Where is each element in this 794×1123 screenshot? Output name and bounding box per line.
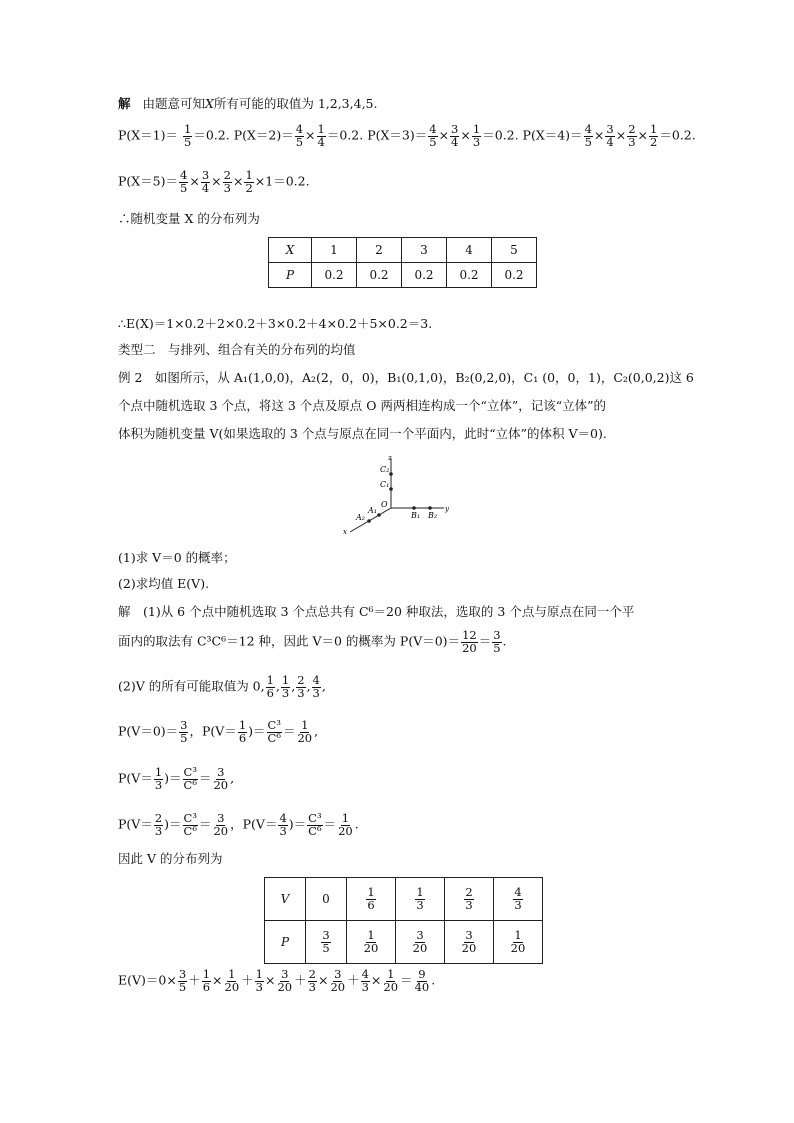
question-1: (1)求 V＝0 的概率； <box>118 550 236 565</box>
fraction: $\frac{12}{20}$ <box>462 628 477 655</box>
solution2-pv0: P(V＝0)＝ $\frac{3}{5}$ ，P(V＝ $\frac{1}{6}$ )＝ $\frac{\text{C³}}{\text{C⁶}}$ ＝ $\frac{1}{20}$ , <box>118 718 319 745</box>
point-c2 <box>389 472 393 476</box>
point-b1 <box>412 506 416 510</box>
fraction: $\frac{3}{20}$ <box>213 811 229 838</box>
fraction: $\frac{3}{4}$ <box>451 122 459 149</box>
label-y: y <box>445 505 449 513</box>
fraction: $\frac{3}{4}$ <box>606 122 614 149</box>
table-row: X 1 2 3 4 5 <box>269 238 537 263</box>
fraction: $\frac{1}{3}$ <box>281 673 290 700</box>
example-line-2: 个点中随机选取 3 个点，将这 3 个点及原点 O 两两相连构成一个“立体”，记该“立体”的 <box>118 398 607 413</box>
fraction: $\frac{2}{3}$ <box>628 122 636 149</box>
label-c2: C₂ <box>380 465 390 474</box>
question-2: (2)求均值 E(V). <box>118 576 210 591</box>
label-x: x <box>343 528 347 536</box>
label-z: z <box>388 454 392 462</box>
fraction: $\frac{1}{2}$ <box>245 168 253 195</box>
solution2-pv23: P(V＝ $\frac{2}{3}$ )＝ $\frac{\text{C³}}{\text{C⁶}}$ ＝ $\frac{3}{20}$ ，P(V＝ $\frac{4}{3}$ )＝ $\frac{\text{C³}}{\text{C⁶}}$ ＝ $\frac{1}{20}$ . <box>118 811 359 838</box>
fraction: $\frac{4}{3}$ <box>312 673 320 700</box>
fraction: $\frac{1}{3}$ <box>472 122 481 149</box>
fraction: $\frac{4}{5}$ <box>295 122 304 149</box>
fraction: $\frac{3}{20}$ <box>213 765 229 792</box>
expectation-v: E(V)＝0× $\frac{3}{5}$ ＋ $\frac{1}{6}$ × $\frac{1}{20}$ ＋ $\frac{1}{3}$ × $\frac{3}{20}$ ＋ $\frac{2}{3}$ × $\frac{3}{20}$ ＋ $\frac{4}{3}$ × $\frac{1}{20}$ ＝ $\frac{9}{40}$ . <box>118 967 436 994</box>
example-line-1: 例 2 如图所示，从 A₁(1,0,0)，A₂(2，0，0)，B₁(0,1,0)，B₂(0,2,0)，C₁ (0，0，1)，C₂(0,0,2)这 6 <box>118 370 694 385</box>
fraction: $\frac{2}{3}$ <box>223 168 231 195</box>
fraction: $\frac{3}{5}$ <box>180 718 188 745</box>
probability-line-2: P(X＝5)＝ $\frac{4}{5}$ × $\frac{3}{4}$ × $\frac{2}{3}$ × $\frac{1}{2}$ ×1＝0.2. <box>118 168 310 195</box>
fraction: $\frac{1}{6}$ <box>266 673 274 700</box>
fraction: $\frac{1}{6}$ <box>367 884 375 912</box>
point-c1 <box>389 487 393 491</box>
fraction: $\frac{2}{3}$ <box>465 884 473 912</box>
solution-intro: 解 由题意可知X所有可能的取值为 1,2,3,4,5. <box>118 96 378 111</box>
fraction: $\frac{3}{5}$ <box>178 967 187 994</box>
solution2-line-1: 解 (1)从 6 个点中随机选取 3 个点总共有 C⁶＝20 种取法，选取的 3 个点与原点在同一个平 <box>118 604 635 619</box>
fraction: $\frac{3}{5}$ <box>322 927 330 955</box>
label-b2: B₂ <box>428 511 438 520</box>
distribution-table-x <box>268 237 537 288</box>
point-a1 <box>377 513 381 517</box>
fraction: $\frac{1}{20}$ <box>338 811 353 838</box>
point-b2 <box>428 506 432 510</box>
fraction: $\frac{1}{5}$ <box>184 122 192 149</box>
fraction: $\frac{1}{20}$ <box>224 967 240 994</box>
point-a2 <box>367 519 371 523</box>
fraction: $\frac{3}{20}$ <box>277 967 293 994</box>
fraction: $\frac{1}{6}$ <box>238 718 247 745</box>
fraction: $\frac{1}{20}$ <box>363 927 379 955</box>
fraction: $\frac{2}{3}$ <box>308 967 316 994</box>
expectation-x: ∴E(X)＝1×0.2＋2×0.2＋3×0.2＋4×0.2＋5×0.2＝3. <box>118 316 433 331</box>
fraction: $\frac{4}{3}$ <box>279 811 287 838</box>
coordinate-figure <box>340 450 460 540</box>
section-heading: 类型二 与排列、组合有关的分布列的均值 <box>118 342 356 357</box>
label-a1: A₁ <box>368 506 377 515</box>
fraction: $\frac{1}{3}$ <box>416 884 424 912</box>
fraction: $\frac{1}{20}$ <box>297 718 313 745</box>
fraction: $\frac{1}{4}$ <box>317 122 325 149</box>
fraction: $\frac{1}{20}$ <box>383 967 399 994</box>
label-c1: C₁ <box>380 480 390 489</box>
example-line-3: 体积为随机变量 V(如果选取的 3 个点与原点在同一个平面内，此时“立体”的体积 V＝0). <box>118 426 607 441</box>
fraction: $\frac{\text{C³}}{\text{C⁶}}$ <box>183 811 197 838</box>
fraction: $\frac{\text{C³}}{\text{C⁶}}$ <box>183 765 197 792</box>
fraction: $\frac{2}{3}$ <box>154 811 163 838</box>
solution2-line-2: 面内的取法有 C³C⁶＝12 种，因此 V＝0 的概率为 P(V＝0)＝ $\frac{12}{20}$ ＝ $\frac{3}{5}$ . <box>118 628 507 655</box>
distribution-table-v <box>264 877 543 964</box>
fraction: $\frac{4}{3}$ <box>361 967 369 994</box>
solution2-pv13: P(V＝ $\frac{1}{3}$ )＝ $\frac{\text{C³}}{\text{C⁶}}$ ＝ $\frac{3}{20}$ , <box>118 765 235 792</box>
fraction: $\frac{4}{5}$ <box>429 122 437 149</box>
fraction: $\frac{\text{C³}}{\text{C⁶}}$ <box>267 718 281 745</box>
fraction: $\frac{4}{3}$ <box>514 884 522 912</box>
fraction: $\frac{9}{40}$ <box>414 967 430 994</box>
fraction: $\frac{3}{20}$ <box>330 967 346 994</box>
distribution-intro-2: 因此 V 的分布列为 <box>118 851 223 866</box>
fraction: $\frac{1}{6}$ <box>202 967 211 994</box>
table-row: V 0 $\frac{1}{6}$ $\frac{1}{3}$ $\frac{2}{3}$ $\frac{4}{3}$ <box>265 878 543 921</box>
label-a2: A₂ <box>356 513 365 522</box>
fraction: $\frac{3}{20}$ <box>412 927 428 955</box>
fraction: $\frac{4}{5}$ <box>180 168 188 195</box>
fraction: $\frac{4}{5}$ <box>584 122 592 149</box>
fraction: $\frac{3}{5}$ <box>493 628 501 655</box>
fraction: $\frac{1}{2}$ <box>650 122 658 149</box>
probability-line-1: P(X＝1)＝ $\frac{1}{5}$ ＝0.2. P(X＝2)＝ $\frac{4}{5}$ × $\frac{1}{4}$ ＝0.2. P(X＝3)＝ $\frac{4}{5}$ × $\frac{3}{4}$ × $\frac{1}{3}$ ＝0.2. P(X＝4)＝ $\frac{4}{5}$ × $\frac{3}{4}$ × $\frac{2}{3}$ × $\frac{1}{2}$ ＝0.2. <box>118 122 696 149</box>
fraction: $\frac{1}{3}$ <box>154 765 163 792</box>
label-b1: B₁ <box>411 511 421 520</box>
fraction: $\frac{\text{C³}}{\text{C⁶}}$ <box>308 811 322 838</box>
fraction: $\frac{2}{3}$ <box>297 673 305 700</box>
solution-label: 解 <box>118 96 131 111</box>
table-row: P 0.2 0.2 0.2 0.2 0.2 <box>269 263 537 288</box>
solution2-values: (2)V 的所有可能取值为 0, $\frac{1}{6}$ , $\frac{1}{3}$ , $\frac{2}{3}$ , $\frac{4}{3}$ , <box>118 673 326 700</box>
fraction: $\frac{1}{3}$ <box>255 967 263 994</box>
fraction: $\frac{3}{4}$ <box>201 168 210 195</box>
distribution-intro-1: ∴随机变量 X 的分布列为 <box>118 211 260 226</box>
fraction: $\frac{1}{20}$ <box>510 927 526 955</box>
label-o: O <box>381 500 388 509</box>
fraction: $\frac{3}{20}$ <box>461 927 477 955</box>
table-row: P $\frac{3}{5}$ $\frac{1}{20}$ $\frac{3}{20}$ $\frac{3}{20}$ $\frac{1}{20}$ <box>265 921 543 964</box>
